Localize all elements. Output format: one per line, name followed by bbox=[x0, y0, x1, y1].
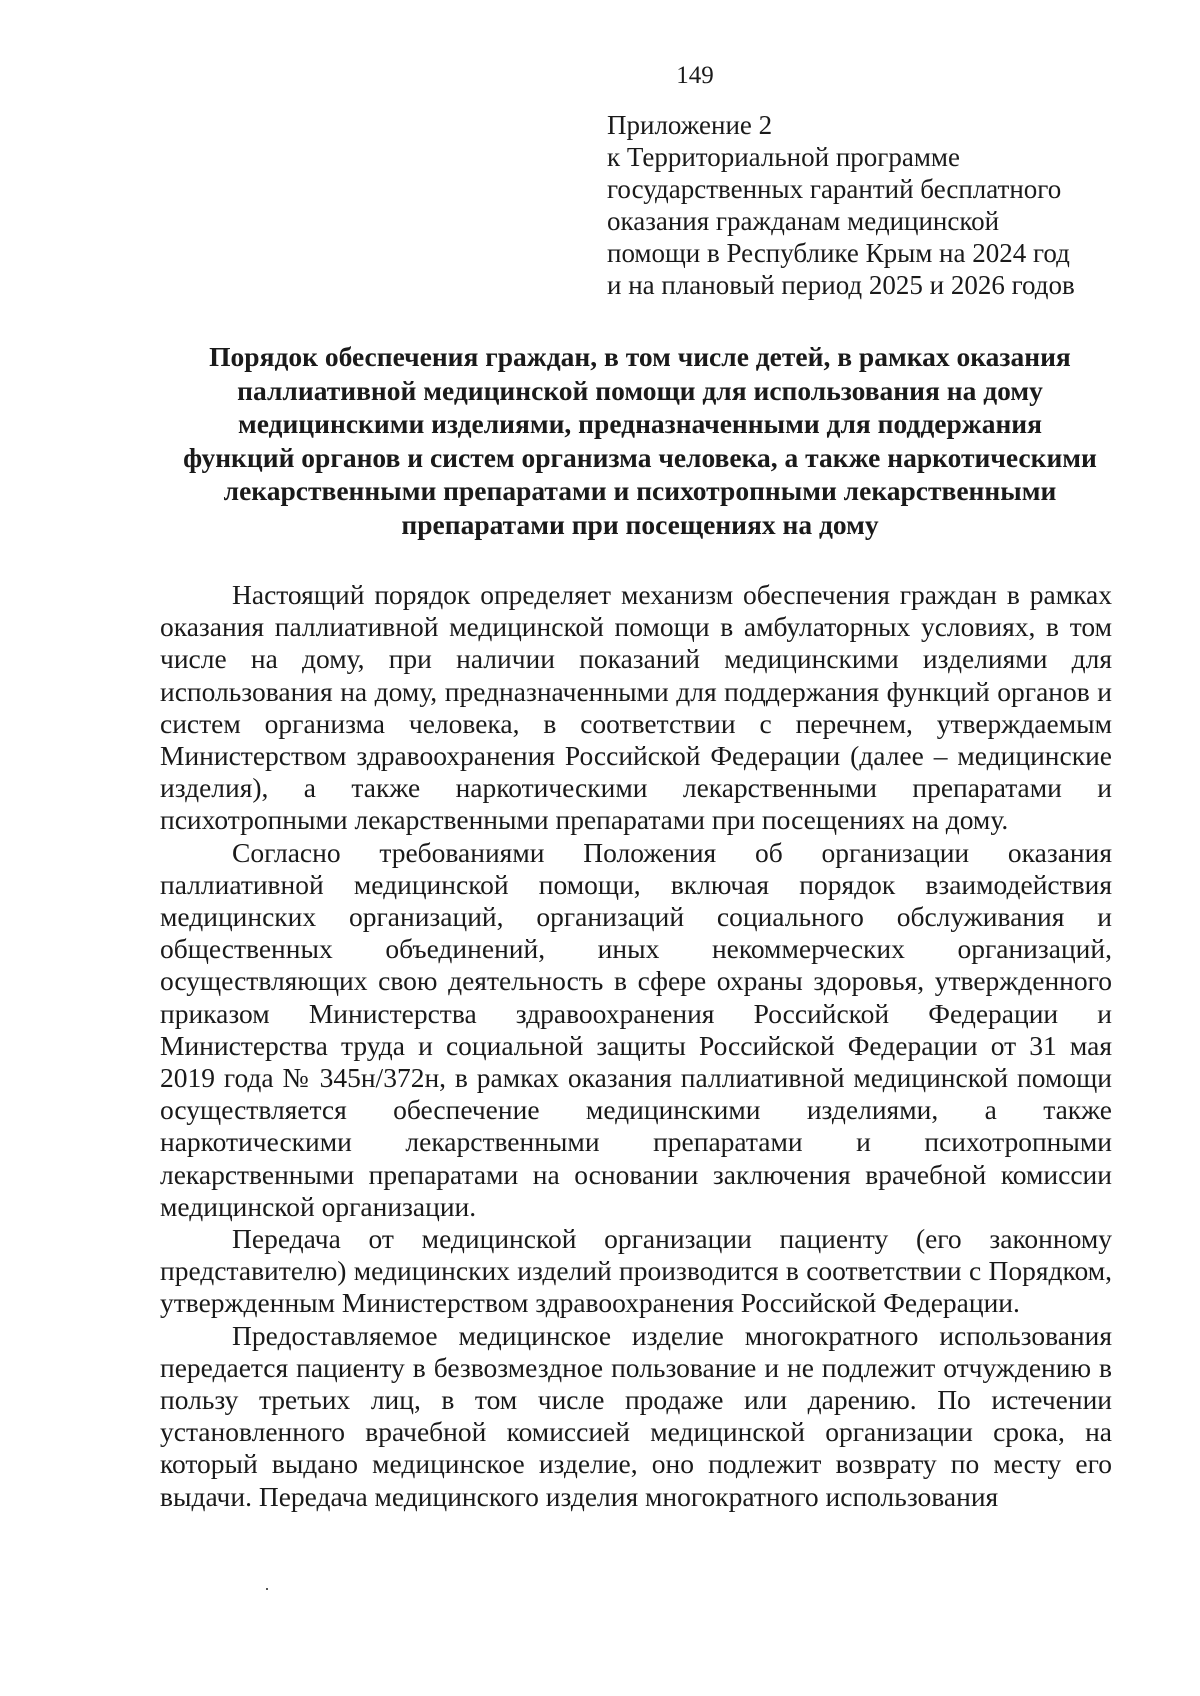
title-line: функций органов и систем организма человека, а также наркотическими bbox=[183, 441, 1097, 473]
paragraph: Настоящий порядок определяет механизм обеспечения граждан в рамках оказания паллиативной медицинской помощи в амбулаторных условиях, в том числе на дому, при наличии показаний медицинскими изделиями для использования на дому, предназначенными для поддержания функций органов и систем организма человека, в соответствии с перечнем, утверждаемым Министерством здравоохранения Российской Федерации (далее – медицинские изделия), а также наркотическими лекарственными препаратами и психотропными лекарственными препаратами при посещениях на дому. bbox=[160, 579, 1112, 836]
title-line: лекарственными препаратами и психотропными лекарственными bbox=[223, 475, 1057, 506]
title-line: Порядок обеспечения граждан, в том числе детей, в рамках оказания bbox=[209, 341, 1071, 372]
appendix-line: оказания гражданам медицинской bbox=[607, 206, 1000, 236]
appendix-line: к Территориальной программе bbox=[607, 142, 960, 172]
paragraph: Предоставляемое медицинское изделие многократного использования передается пациенту в безвозмездное пользование и не подлежит отчуждению в пользу третьих лиц, в том числе продаже или дарению. По истечении установленного врачебной комиссией медицинской организации срока, на который выдано медицинское изделие, оно подлежит возврату по месту его выдачи. Передача медицинского изделия многократного использования bbox=[160, 1319, 1112, 1512]
title-line: медицинскими изделиями, предназначенными для поддержания bbox=[237, 408, 1043, 439]
title-line: паллиативной медицинской помощи для использования на дому bbox=[237, 374, 1043, 406]
page-number: 149 bbox=[676, 62, 714, 89]
appendix-line: Приложение 2 bbox=[607, 110, 773, 140]
scan-speck bbox=[266, 1588, 268, 1590]
appendix-line: государственных гарантий бесплатного bbox=[607, 174, 1062, 204]
paragraph: Согласно требованиями Положения об организации оказания паллиативной медицинской помощи, включая порядок взаимодействия медицинских организаций, организаций социального обслуживания и общественных объединений, иных некоммерческих организаций, осуществляющих свою деятельность в сфере охраны здоровья, утвержденного приказом Министерства здравоохранения Российской Федерации и Министерства труда и социальной защиты Российской Федерации от 31 мая 2019 года № 345н/372н, в рамках оказания паллиативной медицинской помощи осуществляется обеспечение медицинскими изделиями, а также наркотическими лекарственными препаратами и психотропными лекарственными препаратами на основании заключения врачебной комиссии медицинской организации. bbox=[160, 836, 1112, 1222]
document-title bbox=[150, 340, 1130, 541]
appendix-line: помощи в Республике Крым на 2024 год bbox=[607, 238, 1070, 268]
appendix-header bbox=[607, 109, 1127, 301]
title-line: препаратами при посещениях на дому bbox=[401, 508, 879, 540]
paragraph: Передача от медицинской организации пациенту (его законному представителю) медицинских изделий производится в соответствии с Порядком, утвержденным Министерством здравоохранения Российской Федерации. bbox=[160, 1223, 1112, 1319]
document-body bbox=[160, 579, 1112, 1513]
appendix-line: и на плановый период 2025 и 2026 годов bbox=[607, 270, 1075, 300]
